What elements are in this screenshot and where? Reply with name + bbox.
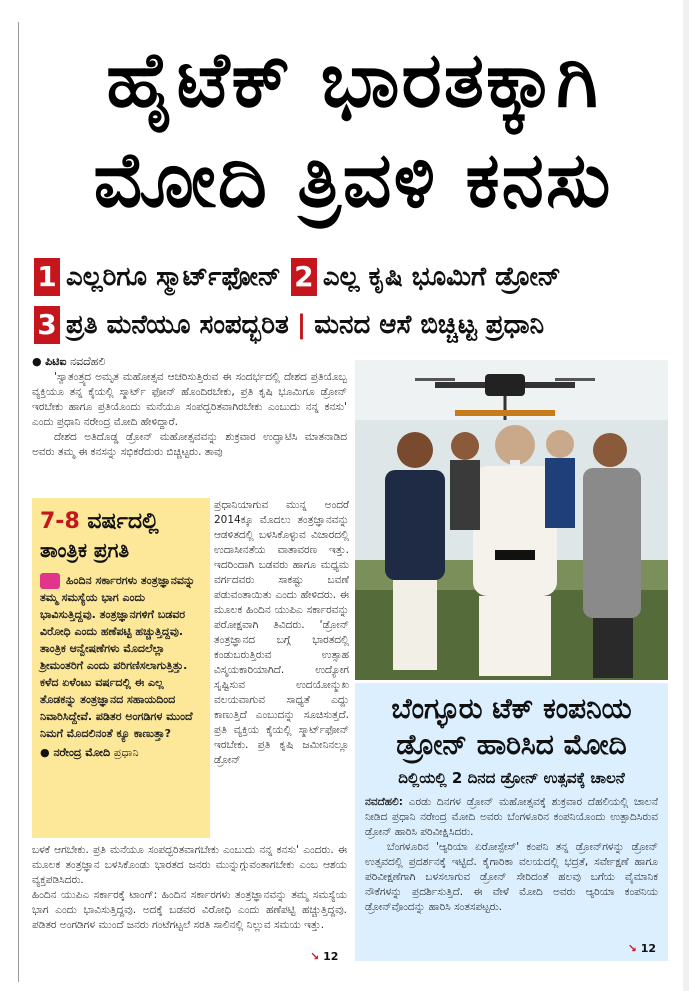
sidebar-quote-text: ಹಿಂದಿನ ಸರ್ಕಾರಗಳು ತಂತ್ರಜ್ಞಾನವನ್ನು ತಮ್ಮ ಸಮಸ್ಯೆಯ ಭಾಗ ಎಂದು ಭಾವಿಸುತ್ತಿದ್ದವು. ತಂತ್ರಜ್ಞಾನಗಳಿಗೆ ಬಡವರ ವಿರೋಧಿ ಎಂದು ಹಣೆಪಟ್ಟಿ ಹಚ್ಚುತ್ತಿದ್ದವು. ತಾಂತ್ರಿಕ ಆನ್ವೇಷಣೆಗಳು ಮೊದಲೆಲ್ಲಾ ಶ್ರೀಮಂತರಿಗೆ ಎಂದು ಪರಿಗಣಿಸಲಾಗುತ್ತಿತ್ತು. ಕಳೆದ ಏಳೆಂಟು ವರ್ಷದಲ್ಲಿ ಈ ಎಲ್ಲ ತೊಡಕನ್ನು ತಂತ್ರಜ್ಞಾನದ ಸಹಾಯದಿಂದ ನಿವಾರಿಸಿದ್ದೇವೆ. ಪಡಿತರ ಅಂಗಡಿಗಳ ಮುಂದೆ ನಿಮಗೆ ಮೊದಲಿನಂತೆ ಕ್ಯೂ ಕಾಣುತ್ತಾ? [40,574,195,740]
main-headline [28,30,678,230]
drone-launch-photo [355,360,668,680]
subhead-number-2: 2 [291,258,317,296]
arrow-icon: ↘ [310,950,320,963]
related-story-headline: ಬೆಂಗ್ಳೂರು ಟೆಕ್ ಕಂಪನಿಯ ಡ್ರೋನ್ ಹಾರಿಸಿದ ಮೋದಿ [391,692,632,761]
sidebar-title [40,508,202,536]
related-story-continue-page: 12 [640,942,656,955]
related-story-body-1: ಎರಡು ದಿನಗಳ ಡ್ರೋನ್ ಮಹೋತ್ಸವಕ್ಕೆ ಶುಕ್ರವಾರ ದೆಹಲಿಯಲ್ಲಿ ಚಾಲನೆ ನೀಡಿದ ಪ್ರಧಾನಿ ನರೇಂದ್ರ ಮೋದಿ ಅವರು ಬೆಂಗಳೂರಿನ ಕಂಪನಿಯೊಂದು ಉತ್ಪಾದಿಸಿರುವ ಡ್ರೋನ್ ಹಾರಿಸಿ ಪರಿವೀಕ್ಷಿಸಿದರು. [365,796,658,838]
sidebar-sign-name: ನರೇಂದ್ರ ಮೋದಿ [53,746,111,759]
article-intro [32,370,347,460]
arrow-icon: ↘ [627,942,637,955]
headline-line-1: ಹೈಟೆಕ್ ಭಾರತಕ್ಕಾಗಿ [106,35,600,124]
subhead-separator: | [296,310,307,340]
article-paragraph-1: 'ಸ್ವಾತಂತ್ರ್ಯದ ಅಮೃತ ಮಹೋತ್ಸವ ಆಚರಿಸುತ್ತಿರುವ ಈ ಸಂದರ್ಭದಲ್ಲಿ ದೇಶದ ಪ್ರತಿಯೊಬ್ಬ ವ್ಯಕ್ತಿಯೂ ತನ್ನ ಕೈಯಲ್ಲಿ ಸ್ಮಾರ್ಟ್ ಫೋನ್ ಹೊಂದಿರಬೇಕು, ಪ್ರತಿ ಕೃಷಿ ಭೂಮಿಗೂ ಡ್ರೋನ್ ಇರಬೇಕು ಹಾಗೂ ಪ್ರತಿಯೊಂದು ಮನೆಯೂ ಸಂಪದ್ಭರಿತವಾಗಿರಬೇಕು ಎಂಬುದು ನನ್ನ ಕನಸು' ಎಂದು ಪ್ರಧಾನಿ ನರೇಂದ್ರ ಮೋದಿ ಹೇಳಿದ್ದಾರೆ. [32,371,347,428]
related-story-paragraph-1 [365,795,658,840]
page-edge [683,0,689,991]
related-story-dateline: ನವದೆಹಲಿ: [365,796,403,808]
sidebar-box [32,498,210,838]
subhead-text-4: ಮನದ ಆಸೆ ಬಿಚ್ಚಿಟ್ಟ ಪ್ರಧಾನಿ [314,309,545,340]
subhead-number-3: 3 [34,306,60,344]
subhead-row-1 [34,258,674,296]
sidebar-sign-role: ಪ್ರಧಾನಿ [113,746,139,759]
sidebar-body [40,572,202,742]
sidebar-title-number: 7-8 [40,509,80,534]
article-middle-column [214,498,349,768]
related-story-box [355,683,668,961]
subhead-number-1: 1 [34,258,60,296]
subhead-text-2: ಎಲ್ಲ ಕೃಷಿ ಭೂಮಿಗೆ ಡ್ರೋನ್ [322,261,561,292]
quote-icon [40,573,60,589]
byline-place: ನವದೆಹಲಿ [69,355,106,368]
subhead-text-1: ಎಲ್ಲರಿಗೂ ಸ್ಮಾರ್ಟ್‌ಫೋನ್ [66,261,281,292]
article-bottom-paragraph-1: ಬಳಕೆ ಆಗಬೇಕು. ಪ್ರತಿ ಮನೆಯೂ ಸಂಪದ್ಭರಿತವಾಗಬೇಕು ಎಂಬುದು ನನ್ನ ಕನಸು' ಎಂದರು. ಈ ಮೂಲಕ ತಂತ್ರಜ್ಞಾನ ಬಳಸಿಕೊಂಡು ಭಾರತದ ಜನರು ಮುನ್ನುಗ್ಗುವಂತಾಗಬೇಕು ಎಂಬ ಆಶಯ ವ್ಯಕ್ತಪಡಿಸಿದರು. [32,844,347,886]
photo-illustration [355,360,668,680]
byline [32,355,105,369]
article-continue-page: 12 [323,950,339,963]
sidebar-signature: ● ನರೇಂದ್ರ ಮೋದಿ ಪ್ರಧಾನಿ [40,746,139,759]
byline-agency: ಪಿಟಿಐ [45,355,67,368]
related-story-body-2: ಬೆಂಗಳೂರಿನ 'ಆ್ಯರಿಯಾ ಏರೋಸ್ಪೇಸ್' ಕಂಪನಿ ತನ್ನ ಡ್ರೋನ್‌ಗಳನ್ನು ಡ್ರೋನ್ ಉತ್ಸವದಲ್ಲಿ ಪ್ರದರ್ಶನಕ್ಕೆ ಇಟ್ಟಿದೆ. ಕೈಗಾರಿಕಾ ವಲಯದಲ್ಲಿ ಭದ್ರತೆ, ಸರ್ವೇಕ್ಷಣೆ ಹಾಗೂ ಪರಿವೀಕ್ಷಣೆಗಾಗಿ ಬಳಸಲಾಗುವ ಡ್ರೋನ್ ಸೇರಿದಂತೆ ಹಲವು ಬಗೆಯ ವೈಮಾನಿಕ ನೌಕೆಗಳನ್ನು ಪ್ರದರ್ಶಿಸುತ್ತಿದೆ. ಈ ವೇಳೆ ಮೋದಿ ಅವರು ಆ್ಯರಿಯಾ ಕಂಪನಿಯ ಡ್ರೋನ್‌ವೊಂದನ್ನು ಹಾರಿಸಿ ಸಂತಸಪಟ್ಟರು. [365,841,658,913]
related-story-subhead: ದಿಲ್ಲಿಯಲ್ಲಿ 2 ದಿನದ ಡ್ರೋನ್ ಉತ್ಸವಕ್ಕೆ ಚಾಲನೆ [398,769,625,787]
subhead-text-3: ಪ್ರತಿ ಮನೆಯೂ ಸಂಪದ್ಭರಿತ [66,309,289,340]
article-bottom-paragraph-2: ಹಿಂದಿನ ಯುಪಿಎ ಸರ್ಕಾರಕ್ಕೆ ಟಾಂಗ್: ಹಿಂದಿನ ಸರ್ಕಾರಗಳು ತಂತ್ರಜ್ಞಾನವನ್ನು ತಮ್ಮ ಸಮಸ್ಯೆಯ ಭಾಗ ಎಂದು ಭಾವಿಸುತ್ತಿದ್ದವು. ಅದಕ್ಕೆ ಬಡವರ ವಿರೋಧಿ ಎಂದು ಹಣೆಪಟ್ಟಿ ಹಚ್ಚುತ್ತಿದ್ದವು. ಪಡಿತರ ಅಂಗಡಿಗಳ ಮುಂದೆ ಜನರು ಗಂಟೆಗಟ್ಟಲೆ ಸರತಿ ಸಾಲಿನಲ್ಲಿ ನಿಲ್ಲುವ ಸಮಯ ಇತ್ತು. [32,889,347,931]
bullet-icon: ● [32,355,42,368]
article-paragraph-2: ದೇಶದ ಅತಿದೊಡ್ಡ ಡ್ರೋನ್ ಮಹೋತ್ಸವವನ್ನು ಶುಕ್ರವಾರ ಉದ್ಘಾಟಿಸಿ ಮಾತನಾಡಿದ ಅವರು ತಮ್ಮ ಈ ಕನಸನ್ನು ಸಭಿಕರೆದುರು ಬಿಚ್ಚಿಟ್ಟರು. ತಾವು [32,431,347,458]
sidebar-subtitle: ತಾಂತ್ರಿಕ ಪ್ರಗತಿ [40,538,130,562]
article-bottom [32,843,347,933]
article-middle-text: ಪ್ರಧಾನಿಯಾಗುವ ಮುನ್ನ ಅಂದರೆ 2014ಕ್ಕೂ ಮೊದಲು ತಂತ್ರಜ್ಞಾನವನ್ನು ಆಡಳಿತದಲ್ಲಿ ಬಳಸಿಕೊಳ್ಳುವ ವಿಚಾರದಲ್ಲಿ ಉದಾಸೀನತೆಯ ವಾತಾವರಣ ಇತ್ತು. ಇದರಿಂದಾಗಿ ಬಡವರು ಹಾಗೂ ಮಧ್ಯಮ ವರ್ಗದವರು ಸಾಕಷ್ಟು ಬವಣೆ ಪಡುವಂತಾಯಿತು ಎಂದು ಹೇಳಿದರು. ಈ ಮೂಲಕ ಹಿಂದಿನ ಯುಪಿಎ ಸರ್ಕಾರವನ್ನು ಪರೋಕ್ಷವಾಗಿ ತಿವಿದರು. 'ಡ್ರೋನ್ ತಂತ್ರಜ್ಞಾನದ ಬಗ್ಗೆ ಭಾರತದಲ್ಲಿ ಕಂಡುಬರುತ್ತಿರುವ ಉತ್ಸಾಹ ವಿಸ್ಮಯಕಾರಿಯಾಗಿದೆ. ಉದ್ಯೋಗ ಸೃಷ್ಟಿಸುವ ಉದಯೋನ್ಮುಖ ವಲಯವಾಗುವ ಸಾಧ್ಯತೆ ಎದ್ದು ಕಾಣುತ್ತಿದೆ ಎಂಬುದನ್ನು ಸೂಚಿಸುತ್ತದೆ. ಪ್ರತಿ ವ್ಯಕ್ತಿಯ ಕೈಯಲ್ಲಿ ಸ್ಮಾರ್ಟ್‌ಫೋನ್ ಇರಬೇಕು. ಪ್ರತಿ ಕೃಷಿ ಜಮೀನಿನಲ್ಲೂ ಡ್ರೋನ್ [214,499,349,766]
related-story-continue[interactable] [628,942,656,955]
headline-line-2: ಮೋದಿ ತ್ರಿವಳಿ ಕನಸು [93,135,613,224]
article-continue[interactable] [310,950,338,963]
sidebar-title-word: ವರ್ಷದಲ್ಲಿ [87,509,159,534]
subhead-row-2 [34,306,674,344]
